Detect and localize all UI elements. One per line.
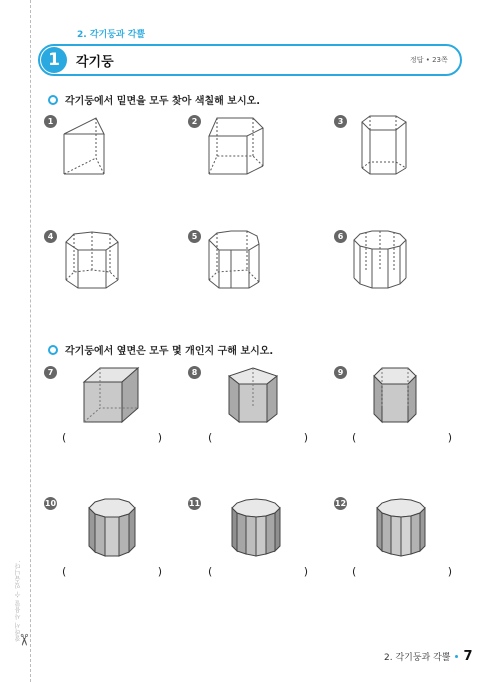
question-2 [48, 342, 273, 357]
problem-number: 2 [188, 115, 201, 128]
problem-number: 3 [334, 115, 347, 128]
square-prism-shaded-figure [80, 364, 150, 426]
chapter-label: 2. 각기둥과 각뿔 [77, 30, 146, 40]
answer-blank[interactable] [208, 431, 308, 445]
cut-note: 잘라서 사용할 수 있습니다. [15, 560, 22, 642]
section-number: 1 [41, 47, 67, 73]
problem-number: 10 [44, 499, 57, 508]
paren-open: ( [352, 431, 357, 444]
paren-close: ) [303, 565, 308, 578]
answer-blank[interactable] [62, 431, 162, 445]
answer-blank[interactable] [62, 565, 162, 579]
decagonal-prism-shaded-figure [230, 496, 300, 558]
question-1-text: 각기둥에서 밑면을 모두 찾아 색칠해 보시오. [65, 96, 261, 107]
problem-number: 7 [44, 366, 57, 379]
paren-close: ) [303, 431, 308, 444]
paren-open: ( [208, 565, 213, 578]
hexagonal-prism-figure[interactable] [350, 112, 420, 182]
footer-dot-icon [455, 655, 458, 658]
hexagonal-prism-shaded-figure [370, 364, 440, 426]
problem-number: 4 [44, 230, 57, 243]
paren-open: ( [352, 565, 357, 578]
paren-open: ( [62, 565, 67, 578]
pentagonal-prism-figure[interactable] [205, 112, 275, 182]
problem-number: 12 [334, 499, 347, 508]
decagonal-prism-figure[interactable] [350, 228, 420, 298]
octagonal-prism-shaded-figure [85, 496, 155, 558]
answer-reference: 정답 • 23쪽 [410, 56, 448, 64]
cut-line [30, 0, 31, 682]
octagonal-prism-figure[interactable] [205, 228, 275, 298]
page-number: 7 [463, 649, 473, 664]
footer-chapter: 2. 각기둥과 각뿔 [384, 653, 451, 663]
pentagonal-prism-shaded-figure [225, 364, 295, 426]
problem-number: 11 [188, 499, 201, 508]
triangular-prism-figure[interactable] [60, 112, 140, 182]
problem-number: 5 [188, 230, 201, 243]
answer-blank[interactable] [352, 565, 452, 579]
paren-close: ) [157, 431, 162, 444]
answer-blank[interactable] [352, 431, 452, 445]
paren-open: ( [62, 431, 67, 444]
problem-number: 1 [44, 115, 57, 128]
problem-number: 6 [334, 230, 347, 243]
page-footer [384, 649, 473, 664]
paren-close: ) [447, 431, 452, 444]
section-title: 각기둥 [76, 55, 114, 70]
answer-blank[interactable] [208, 565, 308, 579]
paren-open: ( [208, 431, 213, 444]
paren-close: ) [157, 565, 162, 578]
question-1 [48, 92, 260, 107]
problem-number: 8 [188, 366, 201, 379]
decagonal-prism-shaded-figure-2 [375, 496, 445, 558]
heptagonal-prism-figure[interactable] [60, 228, 130, 298]
paren-close: ) [447, 565, 452, 578]
question-2-text: 각기둥에서 옆면은 모두 몇 개인지 구해 보시오. [65, 346, 274, 357]
problem-number: 9 [334, 366, 347, 379]
scissors-icon: ✂ [14, 633, 34, 647]
bullet-ring-icon [48, 345, 58, 355]
bullet-ring-icon [48, 95, 58, 105]
